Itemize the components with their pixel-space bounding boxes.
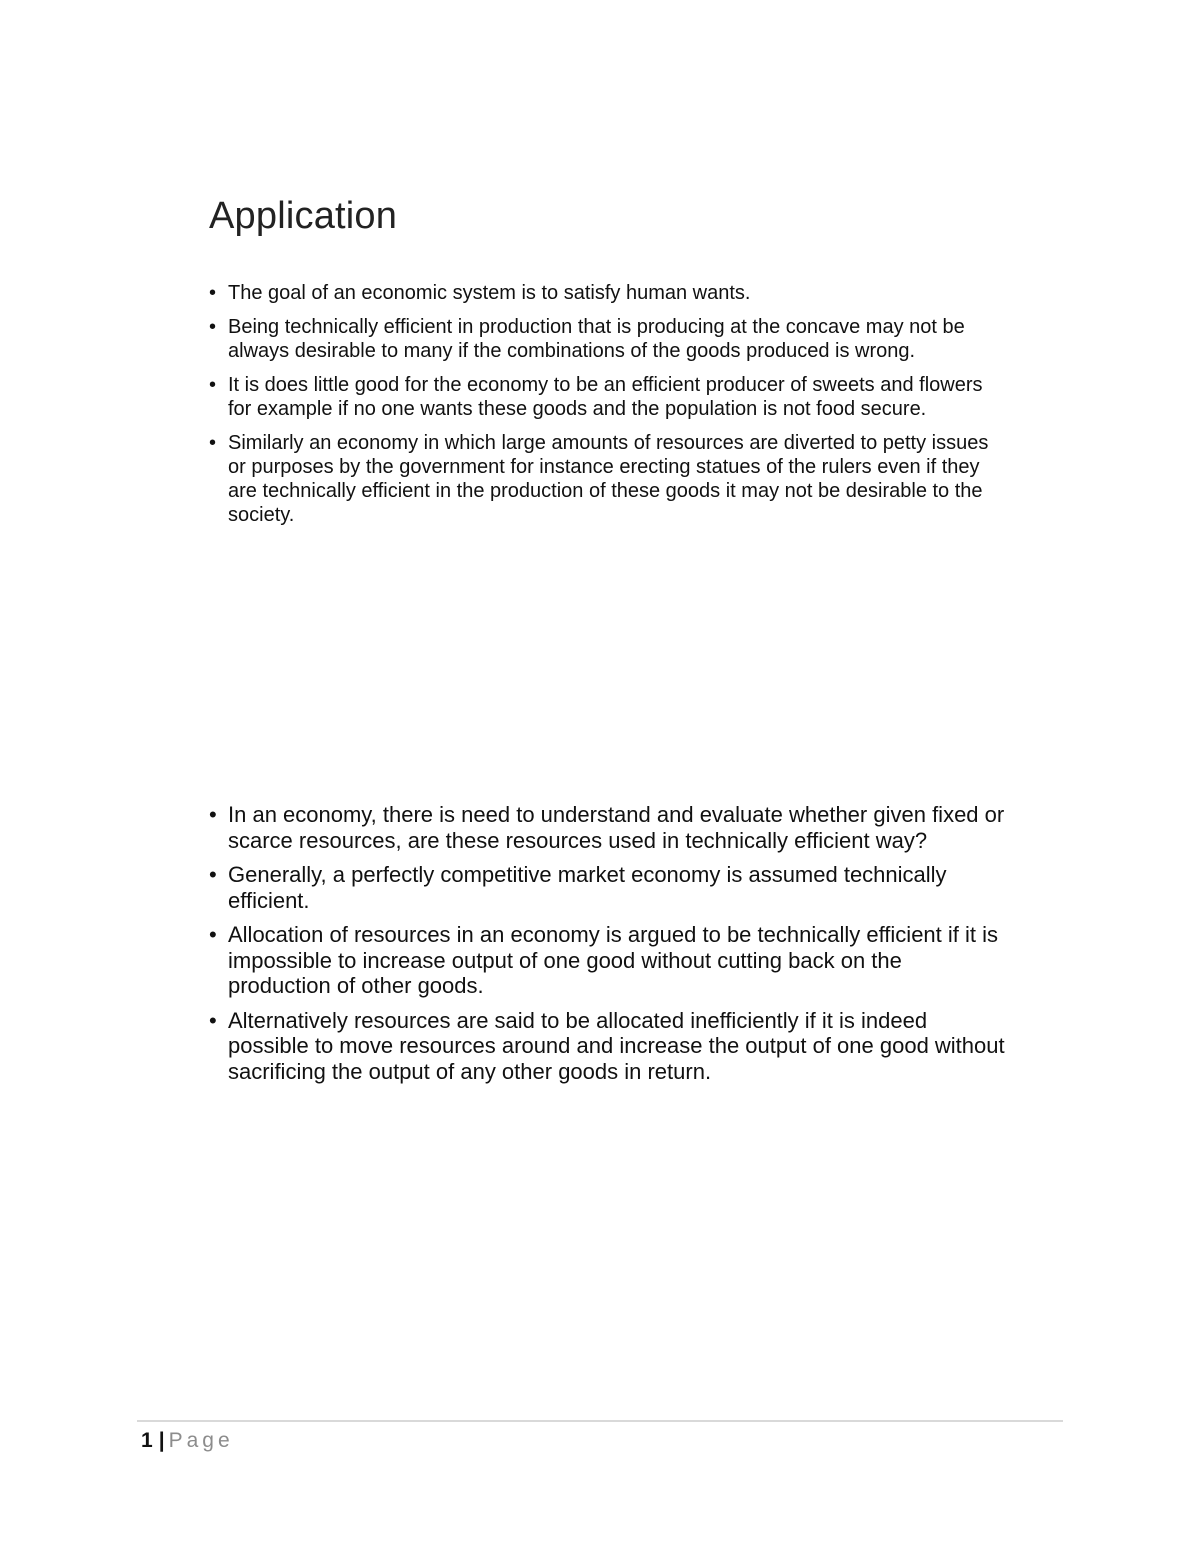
list-item-text: It is does little good for the economy to be an efficient producer of sweets and flowers for example if no one wants these goods and the population is not food secure. [228,374,983,420]
list-item-text: The goal of an economic system is to satisfy human wants. [228,282,751,304]
list-item [209,922,1009,999]
list-item-text: In an economy, there is need to understand and evaluate whether given fixed or scarce resources, are these resources used in technically efficient way? [228,802,1005,853]
bullet-list-intro [209,281,1009,537]
bullet-icon: • [209,922,217,947]
page-footer [141,1428,234,1454]
bullet-icon: • [209,1007,217,1033]
list-item-text: Similarly an economy in which large amounts of resources are diverted to petty issues or purposes by the government for instance erecting statues of the rulers even if they are technically efficient in the production of these goods it may not be desirable to the society. [228,432,989,526]
list-item-text: Alternatively resources are said to be allocated inefficiently if it is indeed possible to move resources around and increase the output of one good without sacrificing the output of any other goods in return. [228,1007,1005,1084]
bullet-list-efficiency [209,802,1009,1093]
list-item-text: Being technically efficient in production that is producing at the concave may not be always desirable to many if the combinations of the goods produced is wrong. [228,316,965,362]
list-item [209,281,1009,305]
list-item [209,802,1009,853]
page-number: 1 [141,1429,153,1452]
bullet-icon: • [209,432,217,454]
footer-divider [137,1420,1063,1422]
list-item-text: Allocation of resources in an economy is argued to be technically efficient if it is impossible to increase output of one good without cutting back on the production of other goods. [228,922,998,998]
bullet-icon: • [209,802,217,827]
bullet-icon: • [209,282,217,304]
page-label: Page [168,1429,234,1452]
bullet-icon: • [209,316,217,338]
bullet-icon: • [209,374,217,396]
list-item [209,1008,1009,1085]
list-item [209,431,1009,527]
bullet-icon: • [209,862,217,887]
page-title: Application [209,195,398,237]
page-separator: | [158,1429,165,1452]
list-item [209,862,1009,913]
list-item [209,373,1009,421]
list-item-text: Generally, a perfectly competitive market economy is assumed technically efficient. [228,862,947,913]
list-item [209,315,1009,363]
